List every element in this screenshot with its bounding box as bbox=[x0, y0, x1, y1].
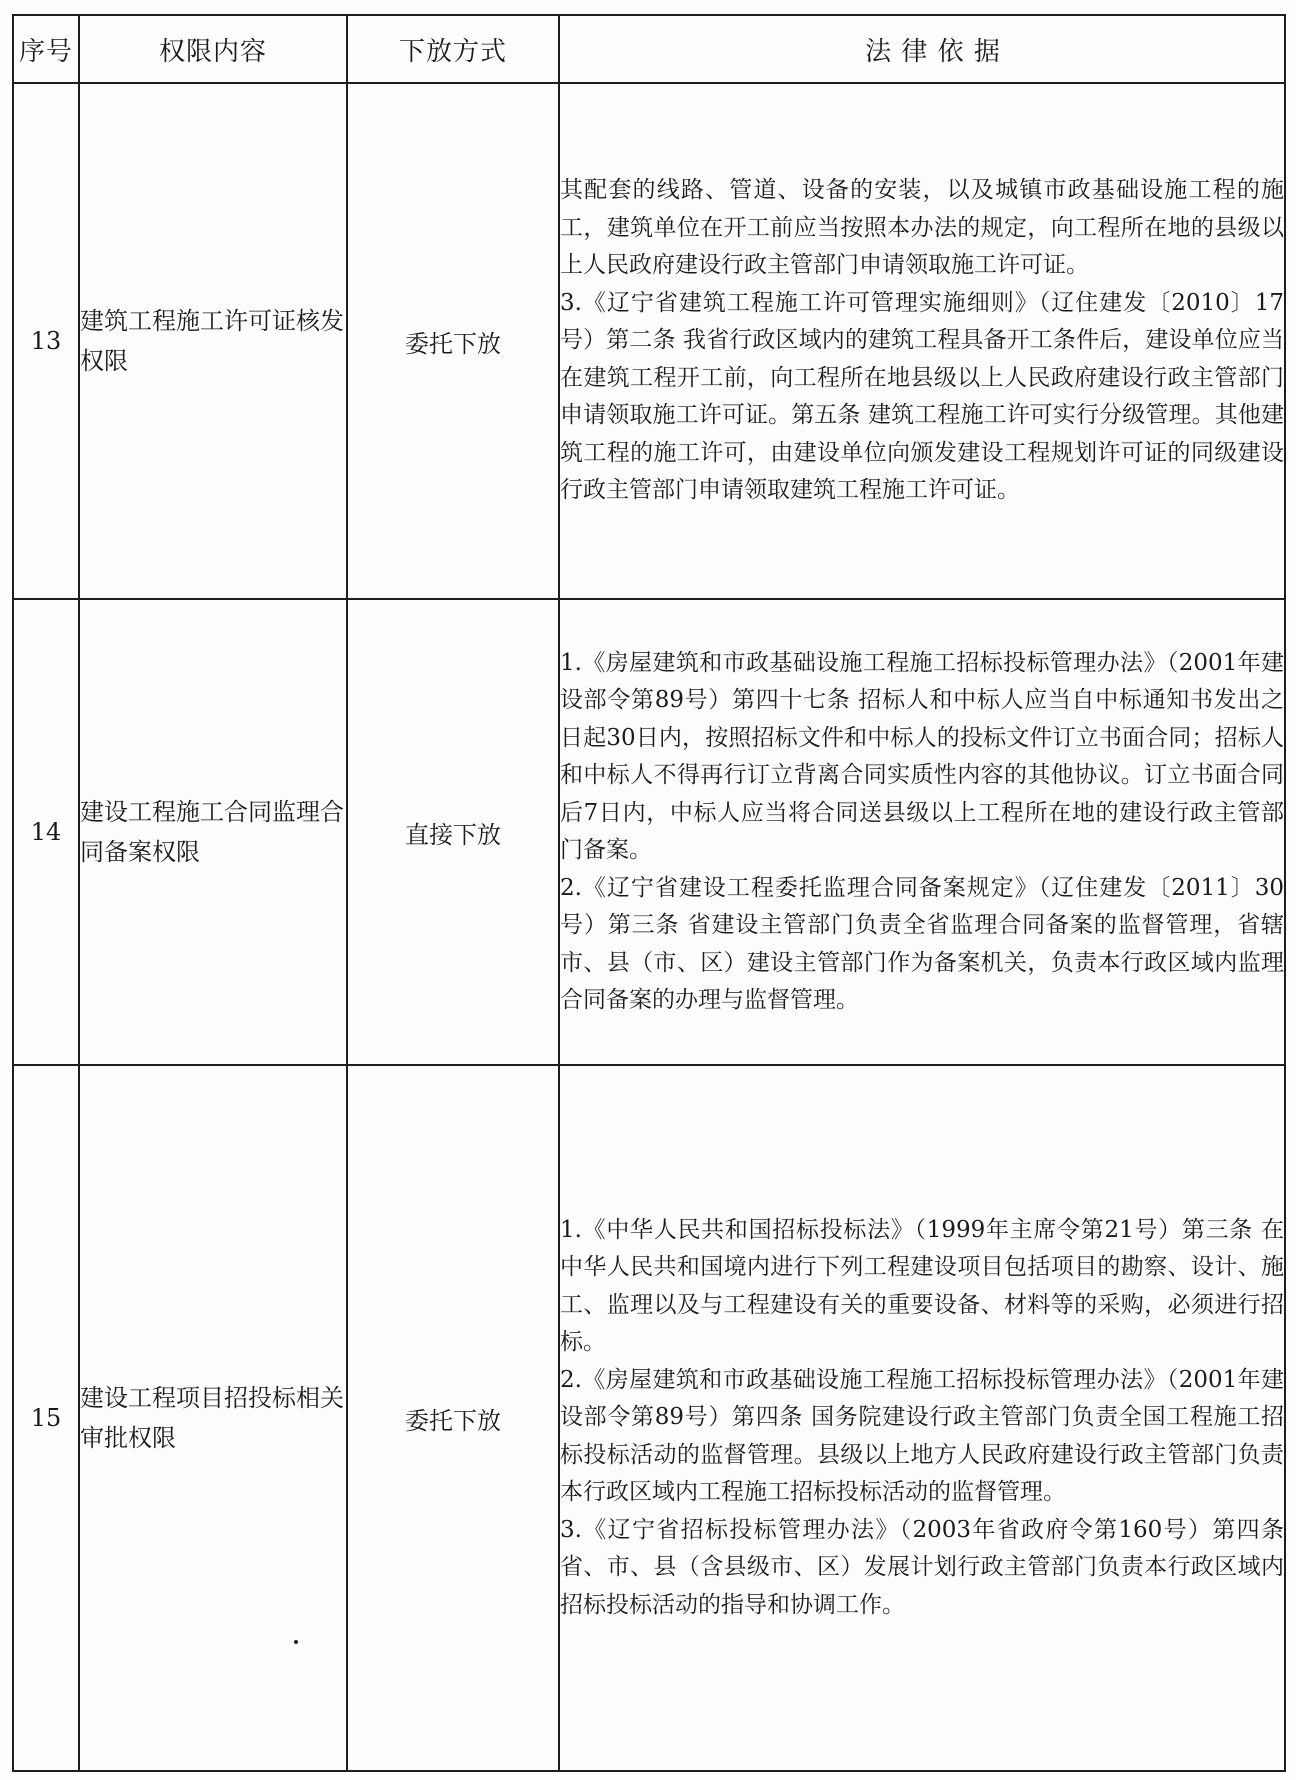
row-number: 14 bbox=[13, 599, 79, 1065]
header-content: 权限内容 bbox=[79, 15, 347, 83]
row-content: 建设工程施工合同监理合同备案权限 bbox=[79, 599, 347, 1065]
header-row bbox=[13, 15, 1285, 83]
scan-speck bbox=[294, 1640, 298, 1644]
basis-paragraph: 其配套的线路、管道、设备的安装，以及城镇市政基础设施工程的施工，建筑单位在开工前应当按照本办法的规定，向工程所在地的县级以上人民政府建设行政主管部门申请领取施工许可证。 bbox=[560, 177, 1284, 279]
row-method: 直接下放 bbox=[347, 599, 559, 1065]
basis-paragraph: 3.《辽宁省招标投标管理办法》（2003年省政府令第160号）第四条 省、市、县（含县级市、区）发展计划行政主管部门负责本行政区域内招标投标活动的指导和协调工作。 bbox=[560, 1516, 1284, 1618]
row-basis bbox=[559, 599, 1285, 1065]
row-number: 13 bbox=[13, 83, 79, 599]
row-basis bbox=[559, 83, 1285, 599]
header-basis: 法 律 依 据 bbox=[559, 15, 1285, 83]
basis-paragraph: 3.《辽宁省建筑工程施工许可管理实施细则》（辽住建发〔2010〕17号）第二条 我省行政区域内的建筑工程具备开工条件后，建设单位应当在建筑工程开工前，向工程所在地县级以上人民政府建设行政主管部门申请领取施工许可证。第五条 建筑工程施工许可实行分级管理。其他建筑工程的施工许可，由建设单位向颁发建设工程规划许可证的同级建设行政主管部门申请领取建筑工程施工许可证。 bbox=[560, 289, 1284, 504]
table-row bbox=[13, 83, 1285, 599]
row-number: 15 bbox=[13, 1065, 79, 1771]
header-method: 下放方式 bbox=[347, 15, 559, 83]
row-basis bbox=[559, 1065, 1285, 1771]
row-content: 建筑工程施工许可证核发权限 bbox=[79, 83, 347, 599]
basis-paragraph: 1.《中华人民共和国招标投标法》（1999年主席令第21号）第三条 在中华人民共和国境内进行下列工程建设项目包括项目的勘察、设计、施工、监理以及与工程建设有关的重要设备、材料等的采购，必须进行招标。 bbox=[560, 1216, 1284, 1356]
basis-paragraph: 2.《辽宁省建设工程委托监理合同备案规定》（辽住建发〔2011〕30号）第三条 省建设主管部门负责全省监理合同备案的监督管理，省辖市、县（市、区）建设主管部门作为备案机关，负责本行政区域内监理合同备案的办理与监督管理。 bbox=[560, 874, 1284, 1013]
basis-paragraph: 1.《房屋建筑和市政基础设施工程施工招标投标管理办法》（2001年建设部令第89号）第四十七条 招标人和中标人应当自中标通知书发出之日起30日内，按照招标文件和中标人的投标文件订立书面合同；招标人和中标人不得再行订立背离合同实质性内容的其他协议。订立书面合同后7日内，中标人应当将合同送县级以上工程所在地的建设行政主管部门备案。 bbox=[560, 649, 1284, 863]
table-row bbox=[13, 1065, 1285, 1771]
row-method: 委托下放 bbox=[347, 1065, 559, 1771]
header-number: 序号 bbox=[13, 15, 79, 83]
row-content: 建设工程项目招投标相关审批权限 bbox=[79, 1065, 347, 1771]
table-row bbox=[13, 599, 1285, 1065]
delegation-table bbox=[12, 14, 1286, 1772]
basis-paragraph: 2.《房屋建筑和市政基础设施工程施工招标投标管理办法》（2001年建设部令第89号）第四条 国务院建设行政主管部门负责全国工程施工招标投标活动的监督管理。县级以上地方人民政府建设行政主管部门负责本行政区域内工程施工招标投标活动的监督管理。 bbox=[560, 1366, 1284, 1506]
row-method: 委托下放 bbox=[347, 83, 559, 599]
